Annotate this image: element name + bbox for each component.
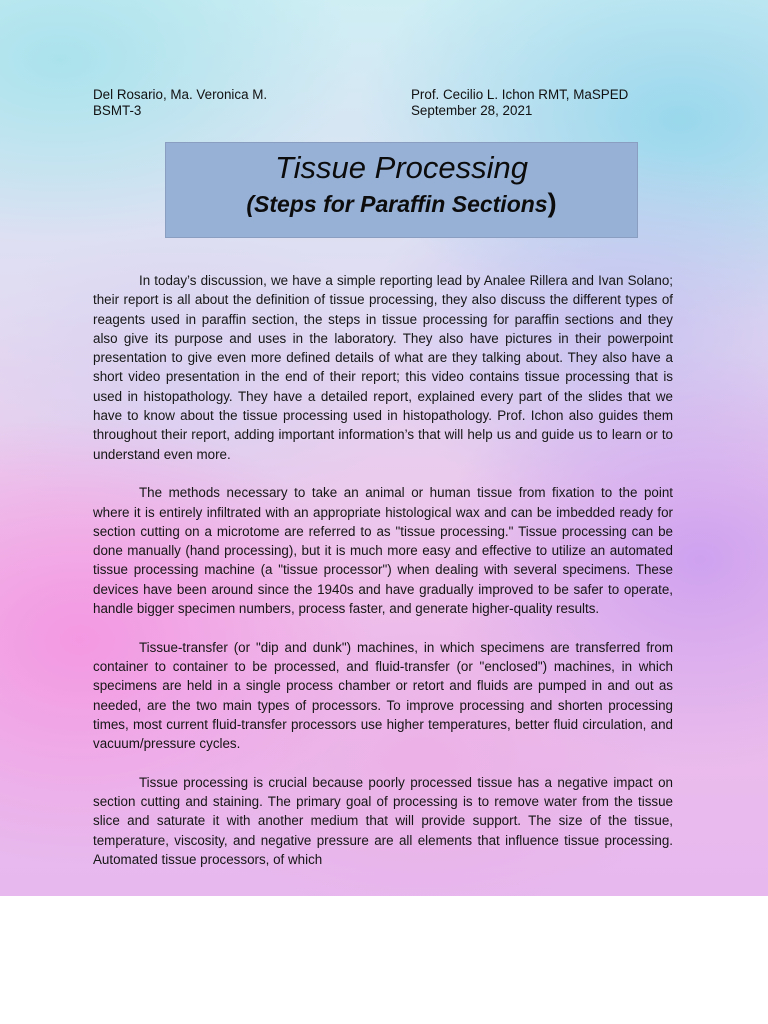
student-section: BSMT-3 [93, 103, 142, 118]
report-date: September 28, 2021 [411, 103, 533, 118]
paragraph: Tissue processing is crucial because poorly processed tissue has a negative impact on section cutting and staining. The primary goal of processing is to remove water from the tissue slice and saturate it with another medium that will provide support. The size of the tissue, temperature, viscosity, and negative pressure are all elements that influence tissue processing. Automated tissue processors, of which [93, 774, 673, 867]
page-subtitle-close-paren: ) [547, 188, 557, 218]
title-box [165, 142, 638, 238]
page-title: Tissue Processing [275, 150, 528, 185]
student-name: Del Rosario, Ma. Veronica M. [93, 87, 268, 102]
document-body [93, 271, 673, 889]
page-subtitle-text: (Steps for Paraffin Sections [246, 191, 548, 217]
header-professor-info [411, 87, 628, 119]
professor-name: Prof. Cecilio L. Ichon RMT, MaSPED [411, 87, 629, 102]
paragraph: In today’s discussion, we have a simple reporting lead by Analee Rillera and Ivan Solano; their report is all about the definition of tissue processing, they also discuss the different types of reagents used in paraffin section, the steps in tissue processing for paraffin sections and they also give its purpose and uses in the laboratory. They also have pictures in their powerpoint presentation to give even more defined details of what are they talking about. They also have a short video presentation in the end of their report; this video contains tissue processing that is used in histopathology. They have a detailed report, explained every part of the slides that we have to know about the tissue processing used in histopathology. Prof. Ichon also guides them throughout their report, adding important information’s that will help us and guide us to learn or to understand even more. [93, 273, 673, 462]
header-student-info [93, 87, 267, 119]
paragraph: Tissue-transfer (or "dip and dunk") machines, in which specimens are transferred from container to container to be processed, and fluid-transfer (or "enclosed") machines, in which specimens are held in a single process chamber or retort and fluids are pumped in and out as needed, are the two main types of processors. To improve processing and shorten processing times, most current fluid-transfer processors use higher temperatures, better fluid circulation, and vacuum/pressure cycles. [93, 639, 673, 752]
paragraph: The methods necessary to take an animal or human tissue from fixation to the point where it is entirely infiltrated with an appropriate histological wax and can be imbedded ready for section cutting on a microtome are referred to as "tissue processing." Tissue processing can be done manually (hand processing), but it is much more easy and effective to utilize an automated tissue processing machine (a "tissue processor") when dealing with several specimens. These devices have been around since the 1940s and have gradually improved to be safer to operate, handle bigger specimen numbers, process faster, and generate higher-quality results. [93, 485, 673, 617]
page-subtitle [166, 188, 637, 219]
